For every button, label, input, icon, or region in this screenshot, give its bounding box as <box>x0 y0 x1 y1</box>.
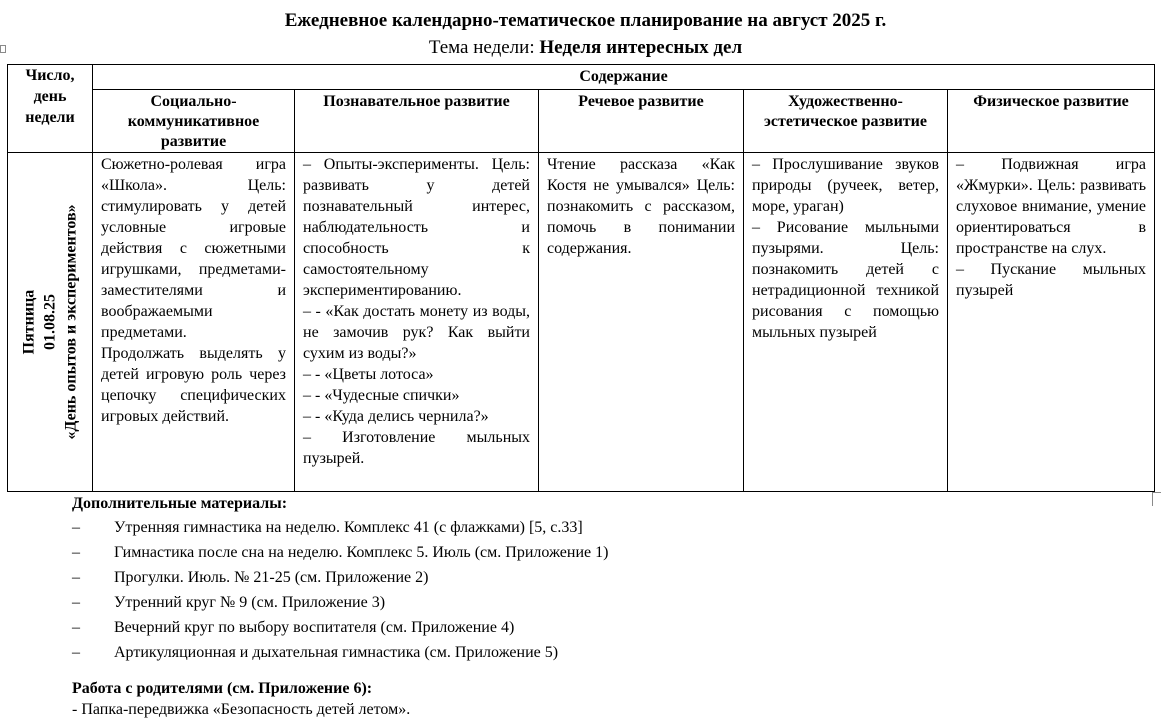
extra-item-text: Вечерний круг по выбору воспитателя (см. Приложение 4) <box>114 619 515 636</box>
day-cell <box>8 153 93 492</box>
extra-materials-title: Дополнительные материалы: <box>72 495 288 512</box>
dash-marker: – <box>72 544 80 561</box>
week-theme <box>0 37 1161 59</box>
week-theme-prefix: Тема недели: <box>428 37 540 58</box>
content-header: Содержание <box>93 65 1155 90</box>
text-boundary-mark-right <box>1152 492 1161 506</box>
extra-item <box>72 590 608 615</box>
extra-item <box>72 640 608 665</box>
speech-text: Чтение рассказа «Как Костя не умывался» Цель: познакомить с рассказом, помочь в понимании содержания. <box>547 156 735 257</box>
physical-content <box>948 153 1154 301</box>
speech-content <box>539 153 743 259</box>
parents-work-item: - Папка-передвижка «Безопасность детей летом». <box>72 701 411 718</box>
week-theme-name: Неделя интересных дел <box>539 37 743 58</box>
extra-item-text: Утренняя гимнастика на неделю. Комплекс 41 (с флажками) [5, с.33] <box>114 519 583 536</box>
cognitive-item-3: – - «Цветы лотоса» <box>303 366 434 383</box>
parents-work-title: Работа с родителями (см. Приложение 6): <box>72 680 373 697</box>
social-cell <box>93 153 295 492</box>
dash-marker: – <box>72 519 80 536</box>
document-title: Ежедневное календарно-тематическое планирование на август 2025 г. <box>284 10 887 31</box>
extra-item-text: Гимнастика после сна на неделю. Комплекс 5. Июль (см. Приложение 1) <box>114 544 609 561</box>
cognitive-item-4: – - «Чудесные спички» <box>303 387 460 404</box>
art-item-2: – Рисование мыльными пузырями. Цель: познакомить детей с нетрадиционной техникой рисования с помощью мыльных пузырей <box>752 219 939 341</box>
dash-marker: – <box>72 644 80 661</box>
date-header: Число, день недели <box>25 67 75 126</box>
dash-marker: – <box>72 594 80 611</box>
art-cell <box>744 153 948 492</box>
column-header-physical: Физическое развитие <box>948 90 1155 153</box>
extra-item-text: Утренний круг № 9 (см. Приложение 3) <box>114 594 386 611</box>
social-text-2: Продолжать выделять у детей игровую роль через цепочку специфических игровых действий. <box>101 345 286 425</box>
extra-item <box>72 515 608 540</box>
column-header-cognitive: Познавательное развитие <box>295 90 539 153</box>
column-header-art: Художественно-эстетическое развитие <box>744 90 948 153</box>
day-label <box>19 172 82 472</box>
dash-marker: – <box>72 619 80 636</box>
extra-item <box>72 615 608 640</box>
cognitive-item-5: – - «Куда делись чернила?» <box>303 408 489 425</box>
cognitive-item-1: – Опыты-эксперименты. Цель: развивать у детей познавательный интерес, наблюдательность и способность к самостоятельному экспериментированию. <box>303 156 530 299</box>
day-weekday: Пятница <box>20 289 38 355</box>
day-date: 01.08.25 <box>41 294 59 350</box>
extra-materials-list <box>72 515 608 665</box>
physical-cell <box>948 153 1155 492</box>
extra-item-text: Прогулки. Июль. № 21-25 (см. Приложение 2) <box>114 569 429 586</box>
column-header-speech: Речевое развитие <box>539 90 744 153</box>
extra-item-text: Артикуляционная и дыхательная гимнастика (см. Приложение 5) <box>114 644 559 661</box>
cognitive-item-6: – Изготовление мыльных пузырей. <box>303 429 530 467</box>
social-text-1: Сюжетно-ролевая игра «Школа». Цель: стимулировать у детей условные игровые действия с сюжетными игрушками, предметами-заместителями и воображаемыми предметами. <box>101 156 286 341</box>
cognitive-cell <box>295 153 539 492</box>
extra-item <box>72 540 608 565</box>
column-header-social: Социально-коммуникативное развитие <box>93 90 295 153</box>
physical-item-1: – Подвижная игра «Жмурки». Цель: развивать слуховое внимание, умение ориентироваться в пространстве на слух. <box>956 156 1147 257</box>
speech-cell <box>539 153 744 492</box>
art-item-1: – Прослушивание звуков природы (ручеек, ветер, море, ураган) <box>752 156 939 215</box>
social-content <box>93 153 294 427</box>
art-content <box>744 153 947 343</box>
date-header-cell <box>8 65 93 153</box>
cognitive-content <box>295 153 538 469</box>
extra-item <box>72 565 608 590</box>
day-theme: «День опытов и экспериментов» <box>62 204 80 440</box>
cognitive-item-2: – - «Как достать монету из воды, не замочив рук? Как выйти сухим из воды?» <box>303 303 530 362</box>
planning-table <box>7 64 1155 492</box>
dash-marker: – <box>72 569 80 586</box>
physical-item-2: – Пускание мыльных пузырей <box>956 261 1147 299</box>
